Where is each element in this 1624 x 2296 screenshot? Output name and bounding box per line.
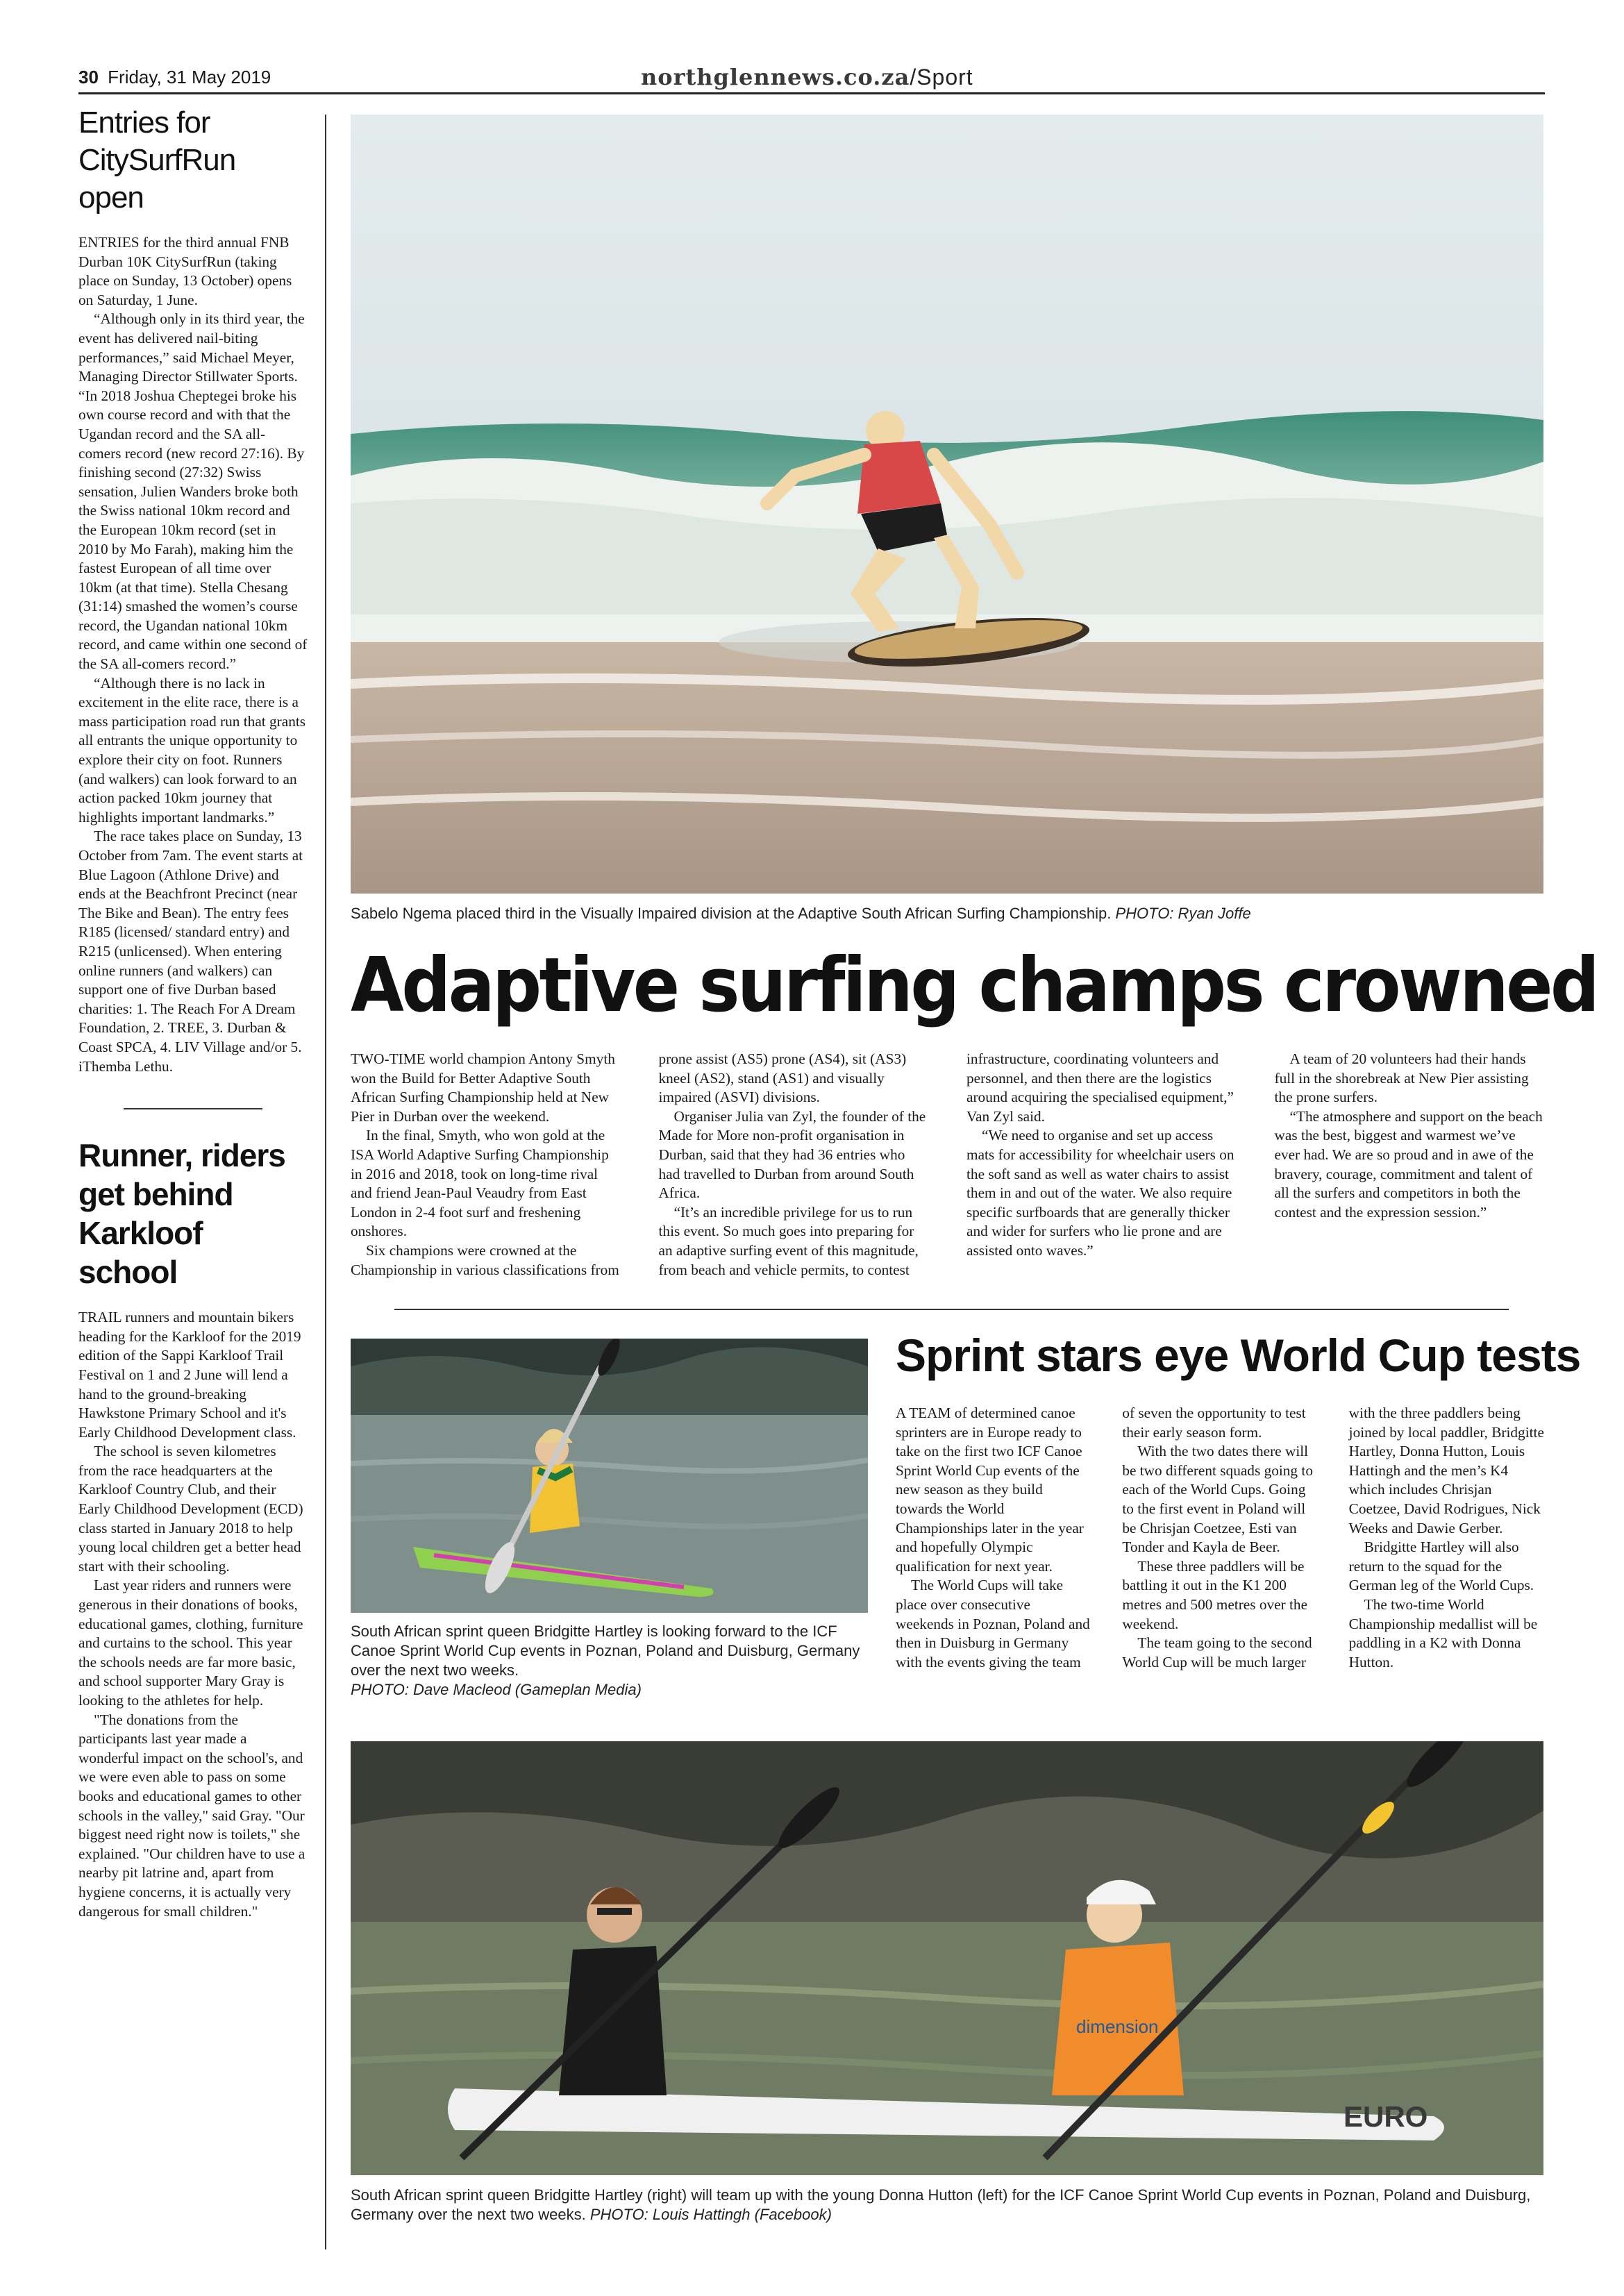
sidebar-column	[78, 104, 308, 1921]
caption-text: Sabelo Ngema placed third in the Visually Impaired division at the Adaptive South African Surfing Championship.	[351, 905, 1112, 922]
paragraph: With the two dates there will be two different squads going to each of the World Cups. Going to the first event in Poland will be Chrisjan Coetzee, Esti van Tonder and Kayla de Beer.	[1122, 1443, 1313, 1556]
paragraph: “It’s an incredible privilege for us to run this event. So much goes into preparing for an adaptive surfing event of this magnitude, from beach and vehicle permits, to contest infrastructure, coordinating volunteers and personnel, and then there are the logistics around acquiring the specialised equipment,” Van Zyl said.	[658, 1050, 1234, 1278]
section-divider	[394, 1309, 1509, 1310]
paragraph: Bridgitte Hartley will also return to the squad for the German leg of the World Cups.	[1348, 1539, 1534, 1594]
paragraph: These three paddlers will be battling it out in the K1 200 metres and 500 metres over the weekend.	[1122, 1557, 1308, 1632]
paragraph: The World Cups will take place over consecutive weekends in Poznan, Poland and then in Duisburg in Germany with the events giving the team of seven the opportunity to test their early season form.	[896, 1405, 1306, 1670]
section-name: /Sport	[910, 65, 973, 90]
k2-paddlers-caption	[351, 2186, 1543, 2224]
shirt-sponsor-text: dimension	[1076, 2016, 1159, 2037]
paragraph: A TEAM of determined canoe sprinters are in Europe ready to take on the first two ICF Canoe Sprint World Cup events of the new season as they build towards the World Championships later in the year and hopefully Olympic qualification for next year.	[896, 1405, 1084, 1575]
paragraph: In the final, Smyth, who won gold at the ISA World Adaptive Surfing Championship in 2016 and 2018, took on long-time rival and friend Jean-Paul Veaudry from East London in 2-4 foot surf and freshening onshores.	[351, 1127, 609, 1240]
paragraph: ENTRIES for the third annual FNB Durban 10K CitySurfRun (taking place on Sunday, 13 October) opens on Saturday, 1 June.	[78, 234, 292, 308]
main-story-body	[351, 1050, 1543, 1286]
paragraph: Organiser Julia van Zyl, the founder of the Made for More non-profit organisation in Durban, said that they had 36 entries who had travelled to Durban from around South Africa.	[658, 1107, 926, 1202]
page-dateline	[78, 67, 271, 88]
sprint-headline: Sprint stars eye World Cup tests	[896, 1330, 1581, 1381]
photo-credit: PHOTO: Dave Macleod (Gameplan Media)	[351, 1681, 642, 1698]
kayak-hull-text: EURO	[1343, 2100, 1428, 2133]
surfer-photo	[351, 115, 1543, 894]
paragraph: “Although there is no lack in excitement in the elite race, there is a mass participation road run that grants all entrants the unique opportunity to explore their city on foot. Runners (and walkers) can look forward to an action packed 10km journey that highlights important landmarks.”	[78, 674, 306, 826]
sidebar-divider	[124, 1108, 262, 1109]
paragraph: Six champions were crowned at the Championship in various classifications from prone assist (AS5) prone (AS4), sit (AS3) kneel (AS2), stand (AS1) and visually impaired (ASVI) divisions.	[351, 1050, 907, 1278]
paragraph: The race takes place on Sunday, 13 October from 7am. The event starts at Blue Lagoon (Athlone Drive) and ends at the Beachfront Precinct (near The Bike and Bean). The entry fees R185 (licensed/ standard entry) and R215 (unlicensed). When entering online runners (and walkers) can support one of five Durban based charities: 1. The Reach For A Dream Foundation, 2. TREE, 3. Durban & Coast SPCA, 4. LIV Village and/or 5. iThemba Lethu.	[78, 828, 303, 1075]
issue-date: Friday, 31 May 2019	[108, 67, 271, 87]
sidebar-headline-citysurfrun: Entries for CitySurfRun open	[78, 106, 236, 215]
sprint-story-body	[896, 1404, 1545, 1730]
k2-paddlers-photo-illustration	[351, 1741, 1543, 2175]
paragraph: The school is seven kilometres from the race headquarters at the Karkloof Country Club, and their Early Childhood Development (ECD) class started in January 2018 to help young local children get a better head start with their schooling.	[78, 1443, 303, 1575]
k2-paddlers-photo	[351, 1741, 1543, 2175]
sidebar-story-citysurfrun	[78, 233, 308, 1076]
caption-text: South African sprint queen Bridgitte Hartley (right) will team up with the young Donna Hutton (left) for the ICF Canoe Sprint World Cup events in Poznan, Poland and Duisburg, Germany over the next two weeks.	[351, 2186, 1531, 2223]
paragraph: TRAIL runners and mountain bikers heading for the Karkloof for the 2019 edition of the Sappi Karkloof Trail Festival on 1 and 2 June will lend a hand to the ground-breaking Hawkstone Primary School and it's Early Childhood Development class.	[78, 1309, 301, 1441]
surfer-photo-illustration	[351, 115, 1543, 894]
paragraph: "The donations from the participants last year made a wonderful impact on the school's, and we were even able to pass on some books and educational games to other schools in the valley," said Gray. "Our biggest need right now is toilets," she explained. "Our children have to use a nearby pit latrine and, apart from hygiene concerns, it is actually very dangerous for small children."	[78, 1711, 305, 1920]
photo-credit: PHOTO: Louis Hattingh (Facebook)	[589, 2206, 832, 2223]
column-rule	[325, 115, 326, 2249]
main-headline: Adaptive surfing champs crowned	[351, 942, 1598, 1029]
kayaker-photo-caption	[351, 1622, 868, 1700]
paragraph: “The atmosphere and support on the beach was the best, biggest and warmest we’ve ever had. We are so proud and in awe of the bravery, courage, commitment and talent of all the surfers and competitors in both the contest and the expression session.”	[1274, 1107, 1543, 1221]
paragraph: A team of 20 volunteers had their hands full in the shorebreak at New Pier assisting the prone surfers.	[1274, 1050, 1529, 1106]
photo-credit: PHOTO: Ryan Joffe	[1115, 905, 1251, 922]
paragraph: TWO-TIME world champion Antony Smyth won the Build for Better Adaptive South African Surfing Championship held at New Pier in Durban over the weekend.	[351, 1050, 615, 1125]
masthead	[78, 64, 1545, 94]
paragraph: The team going to the second World Cup will be much larger with the three paddlers being joined by local paddler, Bridgitte Hartley, Donna Hutton, Louis Hattingh and the men’s K4 which includes Chrisjan Coetzee, David Rodrigues, Nick Weeks and Dawie Gerber.	[1122, 1405, 1544, 1670]
kayaker-photo-illustration	[351, 1339, 868, 1613]
paragraph: “Although only in its third year, the event has delivered nail-biting performances,” said Michael Meyer, Managing Director Stillwater Sports. “In 2018 Joshua Cheptegei broke his own course record and with that the Ugandan record and the SA all-comers record (new record 27:16). By finishing second (27:32) Swiss sensation, Julien Wanders broke both the Swiss national 10km record and the European 10km record (set in 2010 by Mo Farah), making him the fastest European of all time over 10km (at that time). Stella Chesang (31:14) smashed the women’s course record, the Ugandan national 10km record, and came within one second of the SA all-comers record.”	[78, 310, 308, 673]
kayaker-photo	[351, 1339, 868, 1613]
surfer-photo-caption	[351, 904, 1543, 923]
sidebar-story-karkloof	[78, 1308, 308, 1921]
paragraph: “We need to organise and set up access mats for accessibility for wheelchair users on the soft sand as well as water chairs to assist them in and out of the water. We also require specific surfboards that are generally thicker and wider for surfers who lie prone and are assisted onto waves.”	[966, 1127, 1234, 1259]
paragraph: The two-time World Championship medallist will be paddling in a K2 with Donna Hutton.	[1348, 1595, 1538, 1670]
paragraph: Last year riders and runners were generous in their donations of books, educational games, clothing, furniture and curtains to the school. This year the schools needs are far more basic, and school supporter Mary Gray is looking to the athletes for help.	[78, 1577, 303, 1709]
caption-text: South African sprint queen Bridgitte Hartley is looking forward to the ICF Canoe Sprint World Cup events in Poznan, Poland and Duisburg, Germany over the next two weeks.	[351, 1623, 860, 1679]
site-url[interactable]: northglennews.co.za	[641, 64, 910, 90]
site-name	[641, 64, 973, 90]
page-number: 30	[78, 67, 99, 87]
sidebar-headline-karkloof: Runner, riders get behind Karkloof school	[78, 1137, 285, 1291]
